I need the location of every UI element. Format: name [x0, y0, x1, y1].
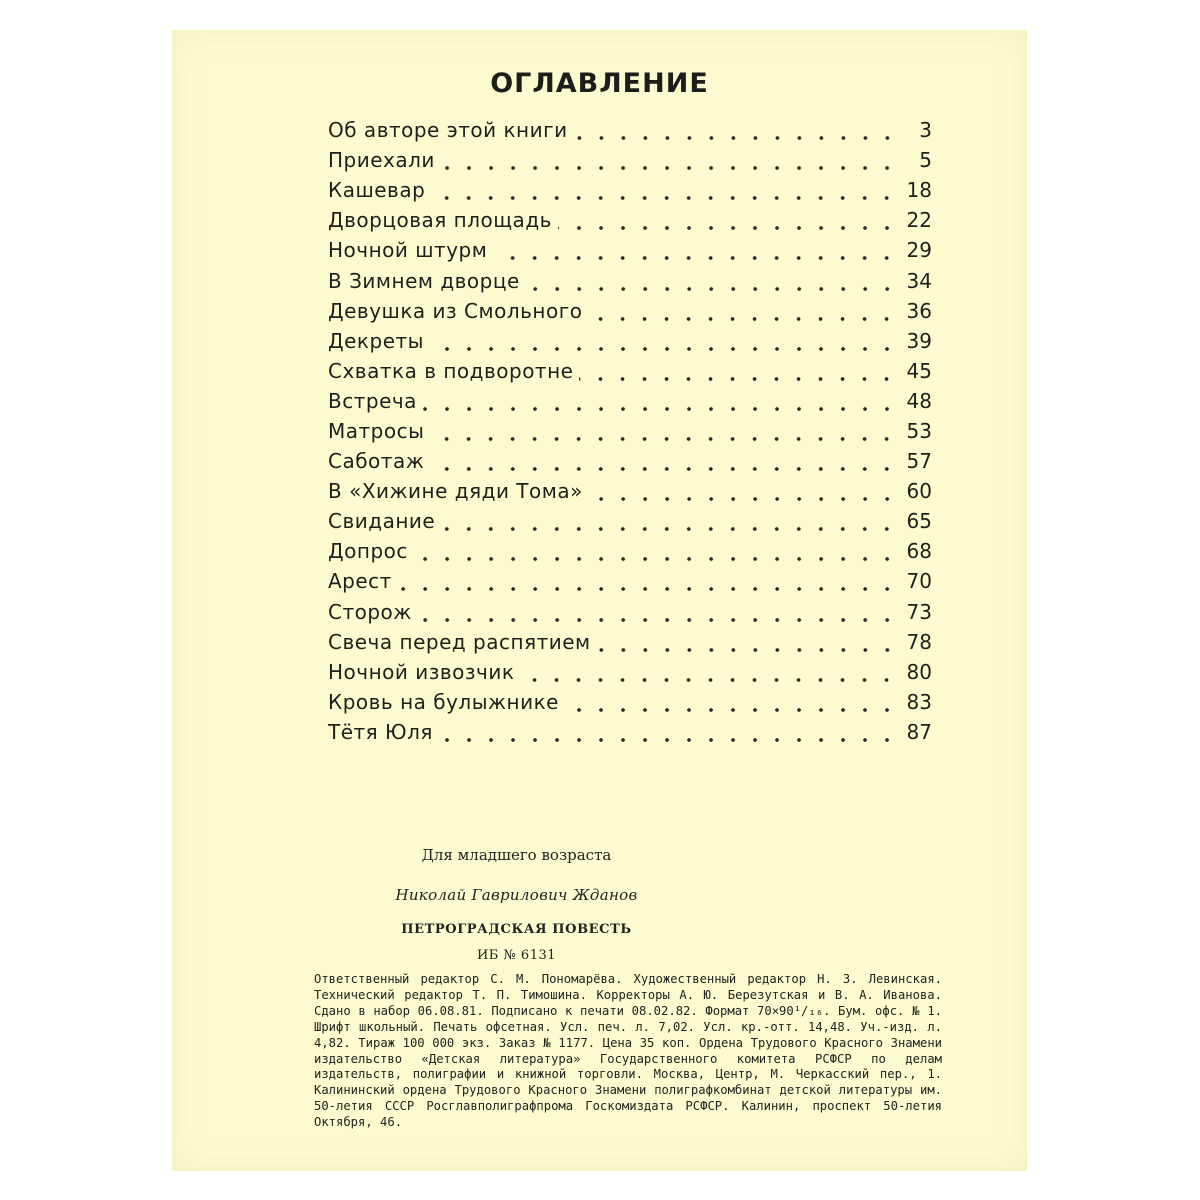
- toc-entry: [328, 536, 932, 566]
- toc-entry-title: Схватка в подворотне: [328, 358, 574, 383]
- toc-entry-title: Допрос: [328, 539, 408, 564]
- toc-entry-title: Девушка из Смольного: [328, 298, 583, 323]
- toc-entry-page: 3: [919, 118, 932, 143]
- toc-entry-title: Приехали: [328, 148, 435, 173]
- toc-entry-page: 68: [906, 539, 932, 564]
- toc-entry: [328, 115, 932, 145]
- table-of-contents: [328, 115, 932, 747]
- toc-entry: [328, 416, 932, 446]
- toc-entry-page: 57: [906, 449, 932, 474]
- toc-entry: [328, 717, 932, 747]
- book-title: ПЕТРОГРАДСКАЯ ПОВЕСТЬ: [401, 922, 632, 937]
- toc-entry-page: 80: [906, 659, 932, 684]
- toc-entry: [328, 446, 932, 476]
- toc-entry-page: 45: [906, 358, 932, 383]
- toc-entry-title: Кровь на булыжнике: [328, 689, 559, 714]
- toc-dot-leader: [441, 513, 898, 533]
- toc-entry-page: 29: [906, 238, 932, 263]
- toc-dot-leader: [526, 273, 898, 293]
- toc-entry-title: Декреты: [328, 328, 424, 353]
- toc-dot-leader: [431, 182, 898, 202]
- toc-entry-title: Ночной извозчик: [328, 659, 515, 684]
- author-name: Николай Гаврилович Жданов: [395, 886, 638, 904]
- toc-entry: [328, 506, 932, 536]
- toc-dot-leader: [430, 333, 898, 353]
- toc-entry-title: Встреча: [328, 388, 417, 413]
- toc-entry: [328, 175, 932, 205]
- audience-note: Для младшего возраста: [421, 846, 612, 864]
- toc-entry-page: 87: [906, 719, 932, 744]
- toc-entry-title: Сторож: [328, 599, 412, 624]
- toc-entry-title: Ночной штурм: [328, 238, 488, 263]
- toc-dot-leader: [423, 393, 898, 413]
- toc-dot-leader: [414, 543, 898, 563]
- page-title: ОГЛАВЛЕНИЕ: [490, 68, 709, 99]
- toc-entry-title: В «Хижине дяди Тома»: [328, 479, 583, 504]
- toc-entry-title: Тётя Юля: [328, 719, 433, 744]
- toc-entry: [328, 326, 932, 356]
- toc-entry-title: Свидание: [328, 509, 436, 534]
- toc-dot-leader: [565, 694, 898, 714]
- toc-entry-page: 73: [906, 599, 932, 624]
- toc-entry: [328, 356, 932, 386]
- toc-entry-page: 36: [906, 298, 932, 323]
- toc-dot-leader: [418, 604, 898, 624]
- toc-entry-title: В Зимнем дворце: [328, 268, 520, 293]
- toc-dot-leader: [398, 573, 898, 593]
- toc-dot-leader: [558, 212, 898, 232]
- toc-entry: [328, 627, 932, 657]
- toc-entry-page: 48: [906, 388, 932, 413]
- toc-entry-page: 65: [906, 509, 932, 534]
- toc-entry-title: Об авторе этой книги: [328, 118, 568, 143]
- toc-entry: [328, 145, 932, 175]
- toc-entry-page: 78: [906, 629, 932, 654]
- toc-entry-title: Матросы: [328, 418, 425, 443]
- toc-dot-leader: [589, 483, 898, 503]
- toc-dot-leader: [430, 453, 898, 473]
- toc-dot-leader: [574, 122, 898, 142]
- toc-entry-page: 39: [906, 328, 932, 353]
- toc-entry-page: 53: [906, 418, 932, 443]
- toc-entry: [328, 657, 932, 687]
- toc-entry-title: Кашевар: [328, 178, 426, 203]
- toc-dot-leader: [439, 724, 898, 744]
- ib-number: ИБ № 6131: [476, 948, 557, 963]
- toc-entry-page: 22: [906, 208, 932, 233]
- toc-entry: [328, 296, 932, 326]
- toc-entry-page: 70: [906, 569, 932, 594]
- toc-entry-page: 18: [906, 178, 932, 203]
- book-page: [172, 30, 1027, 1171]
- toc-entry-page: 60: [906, 479, 932, 504]
- colophon-text: Ответственный редактор С. М. Пономарёва. Художественный редактор Н. З. Левинская. Технический редактор Т. П. Тимошина. Корректоры А. Ю. Березутская и В. А. Иванова. Сдано в набор 06.08.81. Подписано к печати 08.02.82. Формат 70×90¹/₁₆. Бум. офс. № 1. Шрифт школьный. Печать офсетная. Усл. печ. л. 7,02. Усл. кр.-отт. 14,48. Уч.-изд. л. 4,82. Тираж 100 000 экз. Заказ № 1177. Цена 35 коп. Ордена Трудового Красного Знамени издательство «Детская литература» Государственного комитета РСФСР по делам издательств, полиграфии и книжной торговли. Москва, Центр, М. Черкасский пер., 1. Калининский ордена Трудового Красного Знамени полиграфкомбинат детской литературы им. 50-летия СССР Росглавполиграфпрома Госкомиздата РСФСР. Калинин, проспект 50-летия Октября, 46.: [314, 972, 942, 1130]
- toc-entry-page: 34: [906, 268, 932, 293]
- toc-entry: [328, 386, 932, 416]
- toc-dot-leader: [597, 634, 898, 654]
- toc-entry-title: Дворцовая площадь: [328, 208, 552, 233]
- toc-dot-leader: [441, 152, 898, 172]
- toc-dot-leader: [520, 664, 898, 684]
- toc-entry-title: Саботаж: [328, 449, 425, 474]
- toc-entry-page: 83: [906, 689, 932, 714]
- toc-entry: [328, 265, 932, 295]
- toc-entry-page: 5: [919, 148, 932, 173]
- toc-entry: [328, 597, 932, 627]
- toc-entry: [328, 205, 932, 235]
- toc-entry-title: Свеча перед распятием: [328, 629, 591, 654]
- toc-dot-leader: [579, 363, 898, 383]
- toc-entry: [328, 476, 932, 506]
- toc-entry: [328, 687, 932, 717]
- toc-dot-leader: [588, 303, 898, 323]
- toc-dot-leader: [493, 242, 898, 262]
- toc-entry: [328, 566, 932, 596]
- toc-entry: [328, 235, 932, 265]
- toc-entry-title: Арест: [328, 569, 392, 594]
- toc-dot-leader: [430, 423, 898, 443]
